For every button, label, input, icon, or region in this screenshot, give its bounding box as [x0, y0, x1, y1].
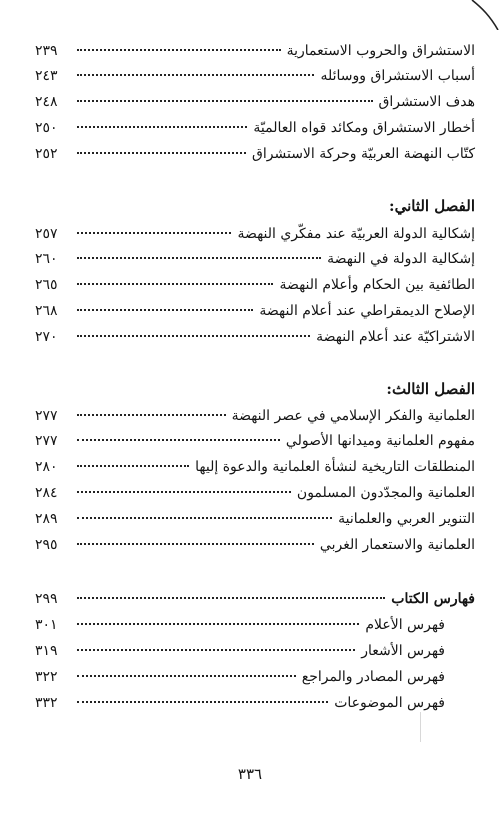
dot-leader [77, 49, 281, 51]
toc-entry-page: ٢٤٣ [35, 68, 58, 84]
toc-entry-page: ٢٩٥ [35, 537, 58, 553]
dot-leader [77, 701, 328, 703]
toc-entry-page: ٢٨٤ [35, 485, 58, 501]
toc-entry-page: ٢٥٢ [35, 146, 58, 162]
toc-entry-page: ٢٦٠ [35, 251, 58, 267]
toc-entry[interactable] [35, 456, 475, 478]
chapter-heading: الفصل الثاني: [389, 197, 475, 215]
dot-leader [77, 283, 273, 285]
dot-leader [77, 126, 247, 128]
dot-leader [77, 100, 373, 102]
toc-entry[interactable] [35, 482, 475, 504]
toc-entry[interactable] [35, 91, 475, 113]
toc-entry-title: إشكالية الدولة العربيّة عند مفكّري النهضة [237, 226, 475, 242]
toc-entry-page: ٣١٩ [35, 643, 58, 659]
page-number: ٣٣٦ [237, 765, 263, 783]
toc-entry-title: العلمانية والمجدّدون المسلمون [296, 485, 475, 501]
toc-entry-page: ٢٧٠ [35, 329, 58, 345]
toc-entry-title: الإصلاح الديمقراطي عند أعلام النهضة [259, 303, 475, 319]
toc-entry-page: ٢٦٥ [35, 277, 58, 293]
toc-entry-title: فهرس الأعلام [365, 617, 445, 633]
toc-entry-page: ٢٨٩ [35, 511, 58, 527]
toc-index-heading[interactable] [35, 588, 475, 610]
dot-leader [77, 649, 355, 651]
toc-entry-title: فهرس الموضوعات [334, 695, 445, 711]
toc-entry[interactable] [35, 640, 445, 662]
dot-leader [77, 623, 359, 625]
toc-entry[interactable] [35, 405, 475, 427]
toc-entry-page: ٢٣٩ [35, 43, 58, 59]
toc-entry-title: إشكالية الدولة في النهضة [327, 251, 475, 267]
toc-entry[interactable] [35, 300, 475, 322]
toc-entry-title: العلمانية والفكر الإسلامي في عصر النهضة [231, 408, 475, 424]
toc-entry-title: أسباب الاستشراق ووسائله [320, 68, 475, 84]
dot-leader [77, 675, 296, 677]
toc-entry-page: ٢٥٠ [35, 120, 58, 136]
dot-leader [77, 257, 321, 259]
toc-entry-title: فهرس الأشعار [361, 643, 445, 659]
toc-entry[interactable] [35, 666, 445, 688]
dot-leader [77, 152, 246, 154]
toc-entry-page: ٢٥٧ [35, 226, 58, 242]
toc-entry[interactable] [35, 508, 475, 530]
toc-entry-title: العلمانية والاستعمار الغربي [319, 537, 475, 553]
toc-entry-page: ٣٢٢ [35, 669, 58, 685]
dot-leader [77, 517, 332, 519]
toc-entry[interactable] [35, 223, 475, 245]
dot-leader [77, 597, 385, 599]
dot-leader [77, 543, 314, 545]
toc-entry-title: التنوير العربي والعلمانية [338, 511, 475, 527]
toc-entry[interactable] [35, 614, 445, 636]
dot-leader [77, 232, 231, 234]
folded-corner-mark [470, 0, 500, 30]
toc-entry-title: مفهوم العلمانية وميدانها الأصولي [285, 433, 475, 449]
dot-leader [77, 335, 310, 337]
dot-leader [77, 439, 280, 441]
toc-entry[interactable] [35, 692, 445, 714]
toc-entry-page: ٢٧٧ [35, 408, 58, 424]
toc-entry-title: هدف الاستشراق [378, 94, 475, 110]
toc-entry[interactable] [35, 117, 475, 139]
toc-entry-page: ٢٤٨ [35, 94, 58, 110]
toc-entry-page: ٣٠١ [35, 617, 58, 633]
toc-entry[interactable] [35, 40, 475, 62]
toc-entry-title: فهارس الكتاب [391, 591, 475, 607]
toc-entry-title: المنطلقات التاريخية لنشأة العلمانية والدعوة إليها [195, 459, 475, 475]
toc-entry-page: ٢٦٨ [35, 303, 58, 319]
toc-entry-title: الاستشراق والحروب الاستعمارية [286, 43, 475, 59]
toc-entry-page: ٣٣٢ [35, 695, 58, 711]
toc-entry-title: فهرس المصادر والمراجع [301, 669, 445, 685]
toc-entry-page: ٢٩٩ [35, 591, 58, 607]
toc-entry[interactable] [35, 430, 475, 452]
toc-entry-title: أخطار الاستشراق ومكائد قواه العالميّة [253, 120, 475, 136]
dot-leader [77, 465, 189, 467]
faint-rule [420, 712, 421, 742]
toc-entry[interactable] [35, 274, 475, 296]
toc-entry-title: الاشتراكيّة عند أعلام النهضة [316, 329, 475, 345]
dot-leader [77, 309, 253, 311]
toc-entry[interactable] [35, 534, 475, 556]
toc-entry[interactable] [35, 143, 475, 165]
toc-entry[interactable] [35, 326, 475, 348]
dot-leader [77, 74, 314, 76]
toc-entry[interactable] [35, 248, 475, 270]
dot-leader [77, 414, 226, 416]
dot-leader [77, 491, 291, 493]
toc-entry-page: ٢٨٠ [35, 459, 58, 475]
toc-entry-page: ٢٧٧ [35, 433, 58, 449]
toc-entry-title: الطائفية بين الحكام وأعلام النهضة [279, 277, 475, 293]
chapter-heading: الفصل الثالث: [386, 380, 475, 398]
toc-entry-title: كتّاب النهضة العربيّة وحركة الاستشراق [252, 146, 475, 162]
toc-entry[interactable] [35, 65, 475, 87]
